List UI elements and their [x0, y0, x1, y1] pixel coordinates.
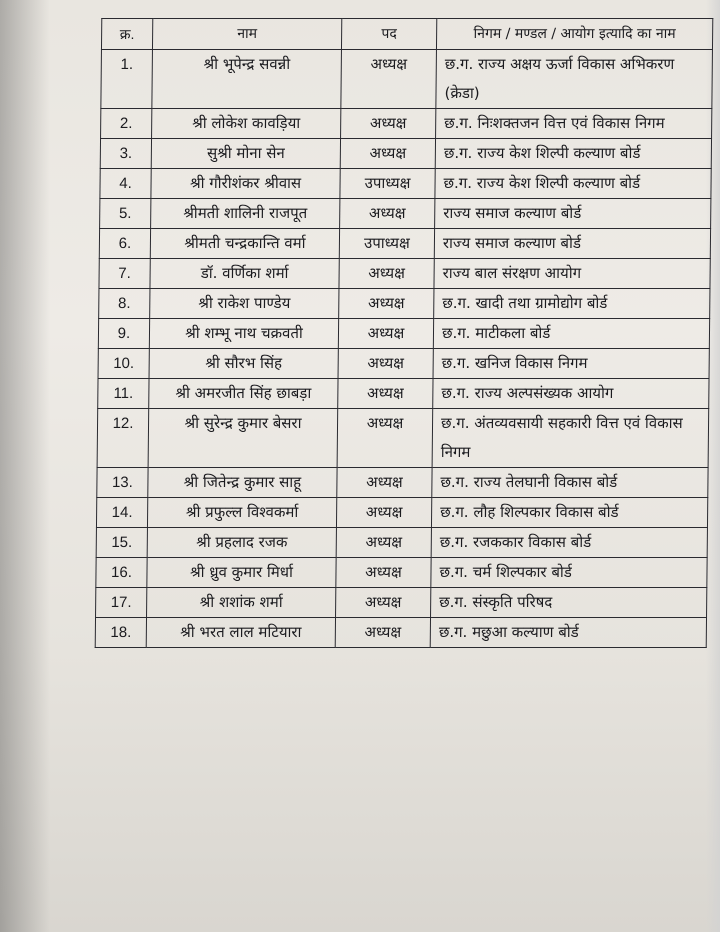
- row-organization: छ.ग. राज्य अक्षय ऊर्जा विकास अभिकरण (क्रेडा): [436, 50, 713, 109]
- table-row: [101, 109, 712, 139]
- row-name: श्री भरत लाल मटियारा: [146, 618, 335, 648]
- table-row: [100, 169, 711, 199]
- row-post: अध्यक्ष: [336, 588, 431, 618]
- row-post: अध्यक्ष: [335, 618, 430, 648]
- table-row: [98, 319, 709, 349]
- row-post: अध्यक्ष: [336, 528, 431, 558]
- row-serial: 3.: [100, 139, 151, 169]
- row-serial: 7.: [99, 259, 150, 289]
- table-row: [96, 528, 707, 558]
- row-serial: 12.: [97, 409, 149, 468]
- row-serial: 11.: [98, 379, 149, 409]
- row-name: श्री गौरीशंकर श्रीवास: [151, 169, 340, 199]
- row-post: उपाध्यक्ष: [340, 169, 435, 199]
- table-row: [98, 349, 709, 379]
- table-row: [99, 289, 710, 319]
- row-organization: छ.ग. संस्कृति परिषद: [431, 588, 707, 618]
- row-organization: छ.ग. राज्य केश शिल्पी कल्याण बोर्ड: [435, 169, 711, 199]
- row-serial: 13.: [97, 468, 148, 498]
- row-serial: 8.: [99, 289, 150, 319]
- row-organization: राज्य समाज कल्याण बोर्ड: [434, 229, 710, 259]
- row-name: श्रीमती चन्द्रकान्ति वर्मा: [150, 229, 339, 259]
- row-serial: 15.: [96, 528, 147, 558]
- table-row: [96, 498, 707, 528]
- row-serial: 4.: [100, 169, 151, 199]
- row-organization: छ.ग. राज्य अल्पसंख्यक आयोग: [433, 379, 709, 409]
- page-shadow: [0, 0, 50, 932]
- row-post: अध्यक्ष: [341, 109, 436, 139]
- table-row: [97, 468, 708, 498]
- row-post: अध्यक्ष: [337, 468, 432, 498]
- appointments-table: [95, 18, 714, 648]
- row-serial: 5.: [100, 199, 151, 229]
- row-name: श्री सौरभ सिंह: [149, 349, 338, 379]
- row-name: श्री प्रहलाद रजक: [147, 528, 336, 558]
- row-organization: छ.ग. मछुआ कल्याण बोर्ड: [430, 618, 706, 648]
- table-row: [96, 558, 707, 588]
- row-post: अध्यक्ष: [338, 319, 433, 349]
- row-organization: छ.ग. चर्म शिल्पकार बोर्ड: [431, 558, 707, 588]
- table-row: [95, 618, 706, 648]
- table-row: [97, 409, 709, 468]
- row-post: उपाध्यक्ष: [339, 229, 434, 259]
- row-post: अध्यक्ष: [341, 50, 437, 109]
- row-name: डॉ. वर्णिका शर्मा: [150, 259, 339, 289]
- row-serial: 18.: [95, 618, 146, 648]
- row-name: श्रीमती शालिनी राजपूत: [151, 199, 340, 229]
- table-row: [100, 139, 711, 169]
- row-serial: 1.: [101, 50, 153, 109]
- row-post: अध्यक्ष: [336, 558, 431, 588]
- row-serial: 6.: [99, 229, 150, 259]
- row-name: श्री ध्रुव कुमार मिर्धा: [147, 558, 336, 588]
- header-organization: निगम / मण्डल / आयोग इत्यादि का नाम: [436, 19, 712, 50]
- row-name: श्री भूपेन्द्र सवन्नी: [152, 50, 342, 109]
- row-serial: 17.: [96, 588, 147, 618]
- table-row: [98, 379, 709, 409]
- row-organization: राज्य बाल संरक्षण आयोग: [434, 259, 710, 289]
- table-row: [99, 229, 710, 259]
- row-organization: छ.ग. अंतव्यवसायी सहकारी वित्त एवं विकास निगम: [432, 409, 709, 468]
- row-name: श्री लोकेश कावड़िया: [152, 109, 341, 139]
- row-post: अध्यक्ष: [336, 498, 431, 528]
- row-name: श्री राकेश पाण्डेय: [150, 289, 339, 319]
- row-organization: छ.ग. राज्य केश शिल्पी कल्याण बोर्ड: [435, 139, 711, 169]
- table-header-row: [101, 19, 712, 50]
- row-organization: राज्य समाज कल्याण बोर्ड: [435, 199, 711, 229]
- row-organization: छ.ग. लौह शिल्पकार विकास बोर्ड: [431, 498, 707, 528]
- row-serial: 9.: [98, 319, 149, 349]
- header-serial: क्र.: [101, 19, 152, 50]
- row-post: अध्यक्ष: [338, 349, 433, 379]
- row-serial: 16.: [96, 558, 147, 588]
- row-serial: 10.: [98, 349, 149, 379]
- row-post: अध्यक्ष: [340, 139, 435, 169]
- row-name: श्री सुरेन्द्र कुमार बेसरा: [148, 409, 338, 468]
- row-name: श्री अमरजीत सिंह छाबड़ा: [149, 379, 338, 409]
- row-organization: छ.ग. राज्य तेलघानी विकास बोर्ड: [432, 468, 708, 498]
- row-organization: छ.ग. खनिज विकास निगम: [433, 349, 709, 379]
- row-organization: छ.ग. खादी तथा ग्रामोद्योग बोर्ड: [434, 289, 710, 319]
- table-row: [101, 50, 713, 109]
- row-post: अध्यक्ष: [337, 409, 433, 468]
- header-post: पद: [341, 19, 436, 50]
- row-name: श्री प्रफुल्ल विश्वकर्मा: [147, 498, 336, 528]
- table-row: [99, 259, 710, 289]
- row-organization: छ.ग. माटीकला बोर्ड: [433, 319, 709, 349]
- row-post: अध्यक्ष: [338, 379, 433, 409]
- row-serial: 2.: [101, 109, 152, 139]
- header-name: नाम: [152, 19, 341, 50]
- row-name: श्री जितेन्द्र कुमार साहू: [148, 468, 337, 498]
- row-name: श्री शशांक शर्मा: [147, 588, 336, 618]
- table-row: [100, 199, 711, 229]
- row-serial: 14.: [96, 498, 147, 528]
- row-name: सुश्री मोना सेन: [151, 139, 340, 169]
- row-post: अध्यक्ष: [340, 199, 435, 229]
- row-name: श्री शम्भू नाथ चक्रवती: [149, 319, 338, 349]
- row-organization: छ.ग. रजककार विकास बोर्ड: [431, 528, 707, 558]
- table-body: [95, 50, 712, 648]
- row-post: अध्यक्ष: [339, 289, 434, 319]
- row-post: अध्यक्ष: [339, 259, 434, 289]
- row-organization: छ.ग. निःशक्तजन वित्त एवं विकास निगम: [436, 109, 712, 139]
- table-row: [96, 588, 707, 618]
